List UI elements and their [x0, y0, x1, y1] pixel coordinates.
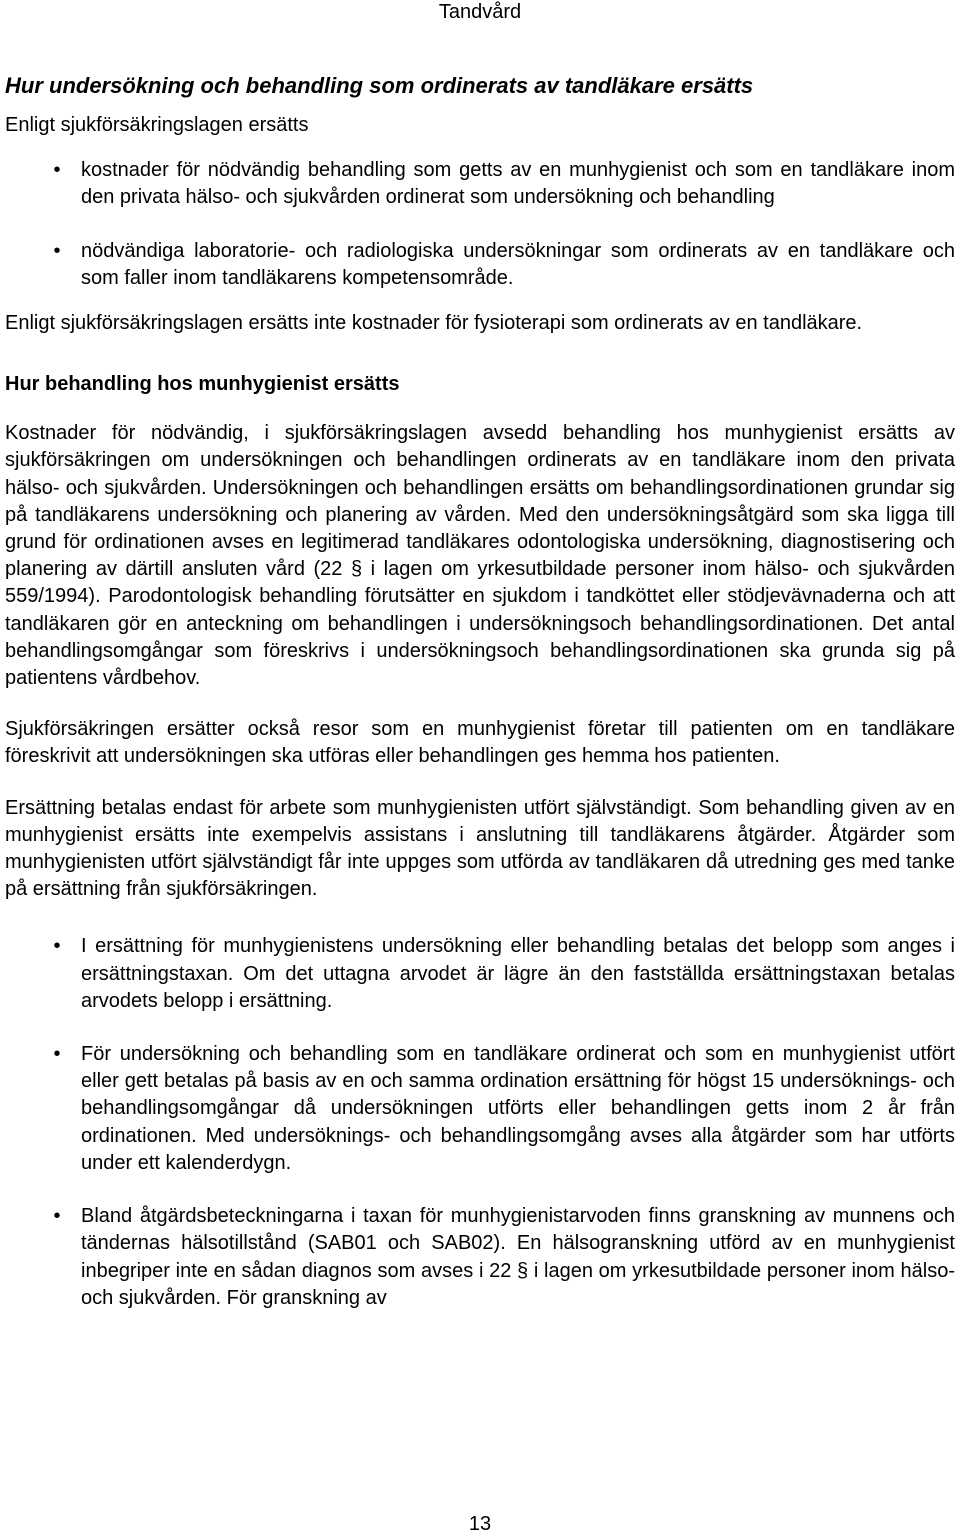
- bullet-list-1: [5, 157, 955, 292]
- list-item-text: Bland åtgärdsbeteckningarna i taxan för munhygienistarvoden finns granskning av munnens och tändernas hälsotillstånd (SAB01 och SAB02). En hälsogranskning utförd av en munhygienist inbegriper inte en sådan diagnos som avses i 22 § i lagen om yrkesutbildade personer inom hälso- och sjukvården. För granskning av: [81, 1205, 955, 1309]
- paragraph-compensation: Ersättning betalas endast för arbete som munhygienisten utfört självständigt. Som behandling given av en munhygienist ersätts inte exempelvis assistans i anslutning till tandläkarens åtgärder. Åtgärder som munhygienisten utfört självständigt får inte uppges som utförda av tandläkaren då utredning ges med tanke på ersättning från sjukförsäkringen.: [5, 796, 955, 901]
- list-item-text: I ersättning för munhygienistens undersökning eller behandling betalas det belopp som anges i ersättningstaxan. Om det uttagna arvodet är lägre än den fastställda ersättningstaxan betalas arvodets belopp i ersättning.: [81, 935, 955, 1012]
- bullet-icon: •: [53, 935, 61, 958]
- list-item-text: kostnader för nödvändig behandling som getts av en munhygienist och som en tandläkare inom den privata hälso- och sjukvården ordinerat som undersökning och behandling: [81, 159, 955, 209]
- bullet-list-2: [5, 933, 955, 1311]
- document-body: [5, 72, 955, 1338]
- bullet-icon: •: [53, 239, 61, 262]
- bullet-icon: •: [53, 159, 61, 182]
- intro-paragraph: Enligt sjukförsäkringslagen ersätts: [5, 114, 309, 136]
- bullet-icon: •: [53, 1205, 61, 1228]
- list-item: [5, 1203, 955, 1312]
- list-item-text: nödvändiga laboratorie- och radiologiska undersökningar som ordinerats av en tandläkare och som faller inom tandläkarens kompetensområde.: [81, 239, 955, 289]
- page-header: Tandvård: [438, 1, 522, 23]
- paragraph-treatment: Kostnader för nödvändig, i sjukförsäkringslagen avsedd behandling hos munhygienist ersätts av sjukförsäkringen om undersökningen och behandlingen ordinerats av en tandläkare inom den privata hälso- och sjukvården. Undersökningen och behandlingen ersätts om behandlingsordinationen grundar sig på tandläkarens undersökning och planering av vården. Med den undersökningsåtgärd som ska ligga till grund för ordinationen avses en legitimerad tandläkares odontologiska undersökning, diagnostisering och planering av därtill ansluten vård (22 § i lagen om yrkesutbildade personer inom hälso- och sjukvården 559/1994). Parodontologisk behandling förutsätter en sjukdom i tandköttet eller stödjevävnaderna och att tandläkaren gör en anteckning om behandlingen i undersökningsoch behandlingsordinationen. Det antal behandlingsomgångar som föreskrivs i undersökningsoch behandlingsordinationen ska grunda sig på patientens vårdbehov.: [5, 422, 955, 690]
- list-item: [5, 933, 955, 1015]
- list-item: [5, 157, 955, 211]
- paragraph-no-physiotherapy: Enligt sjukförsäkringslagen ersätts inte kostnader för fysioterapi som ordinerats av en tandläkare.: [5, 312, 863, 335]
- section-heading: Hur behandling hos munhygienist ersätts: [5, 373, 400, 396]
- list-item-text: För undersökning och behandling som en tandläkare ordinerat och som en munhygienist utfört eller gett betalas på basis av en och samma ordination ersättning för högst 15 undersöknings- och behandlingsomgångar då undersökningen utförts eller behandlingen getts inom 2 år från ordinationen. Med undersöknings- och behandlingsomgång avses alla åtgärder som har utförts under ett kalenderdygn.: [81, 1043, 955, 1174]
- paragraph-travel: Sjukförsäkringen ersätter också resor som en munhygienist företar till patienten om en tandläkare föreskrivit att undersökningen ska utföras eller behandlingen ges hemma hos patienten.: [5, 718, 955, 768]
- list-item: [5, 1041, 955, 1177]
- section-title: Hur undersökning och behandling som ordinerats av tandläkare ersätts: [5, 73, 754, 98]
- bullet-icon: •: [53, 1043, 61, 1066]
- list-item: [5, 238, 955, 292]
- page-number: 13: [468, 1513, 492, 1535]
